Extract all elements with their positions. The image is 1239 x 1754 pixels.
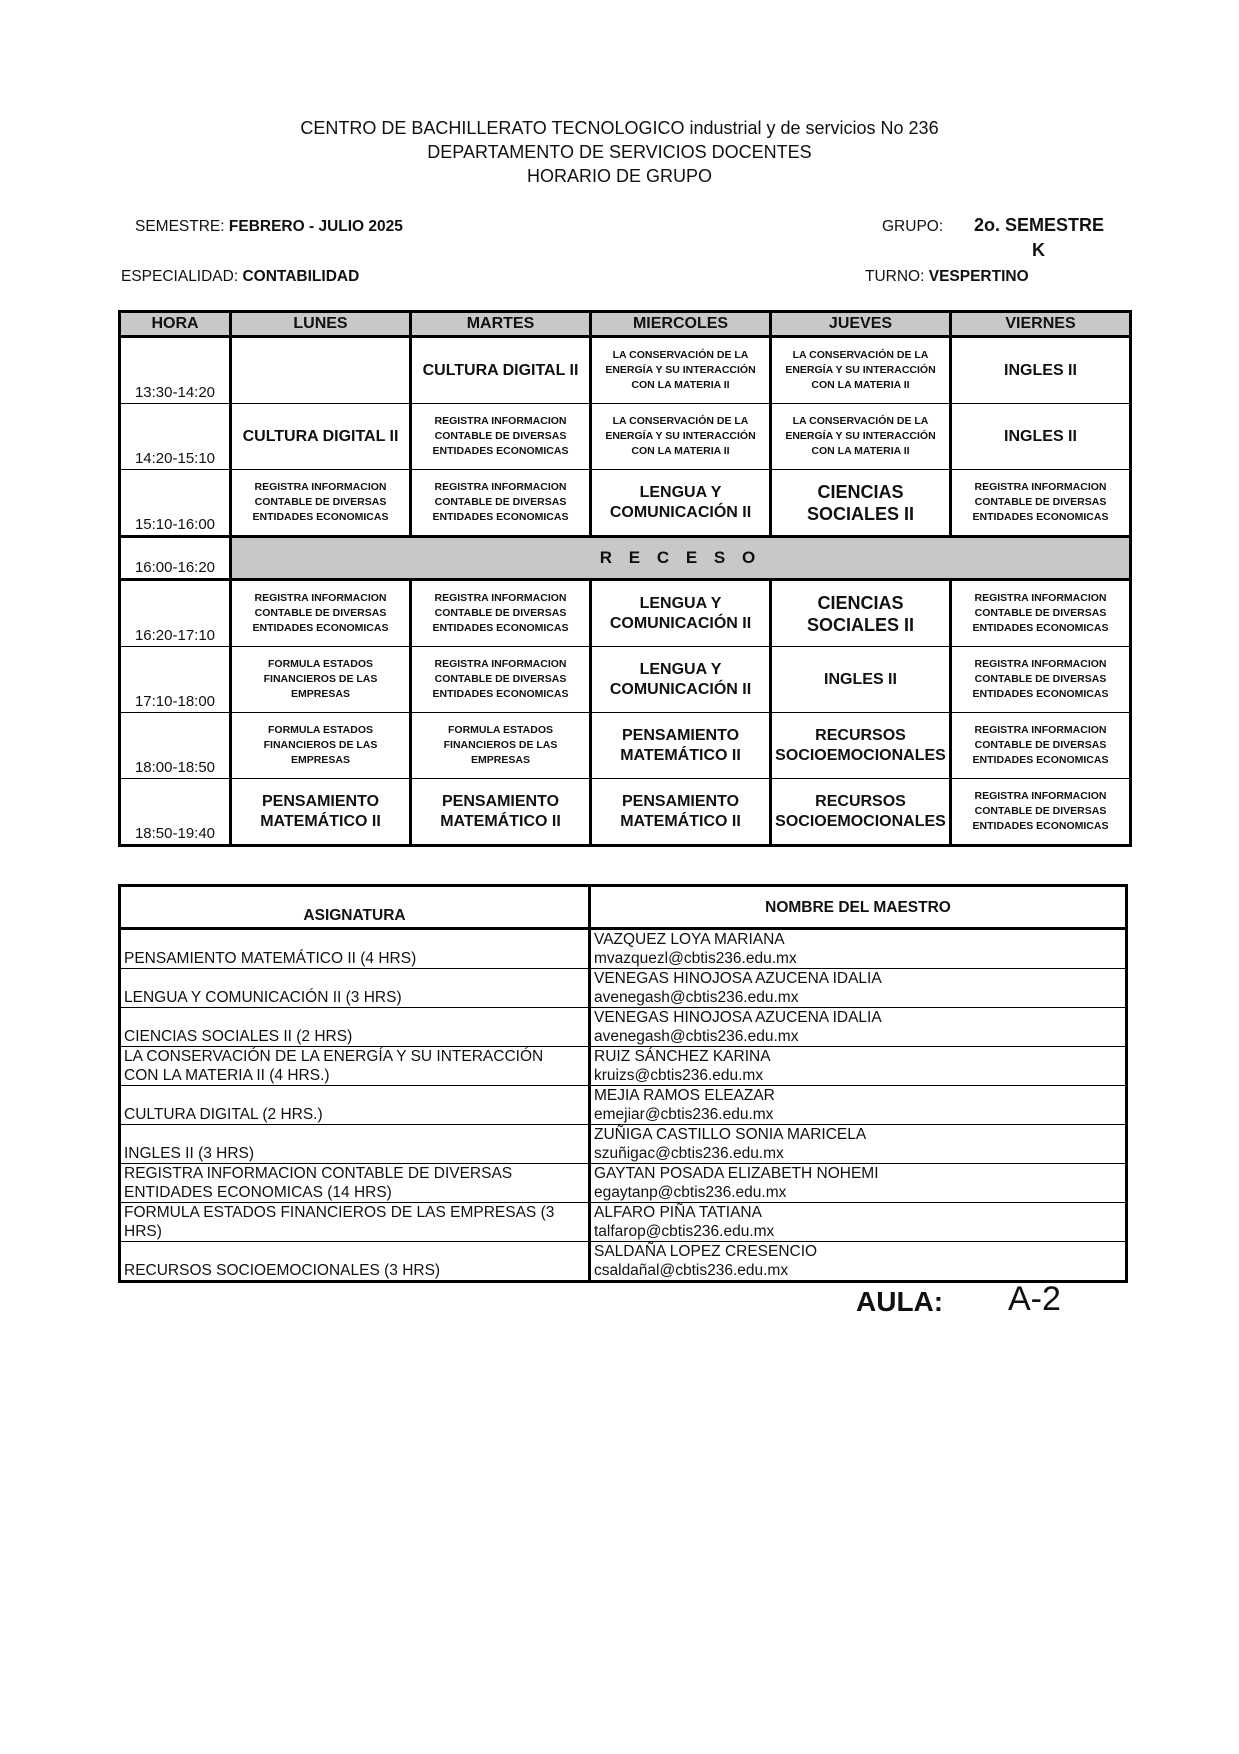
subject-line: LENGUA Y COMUNICACIÓN II (3 HRS) xyxy=(124,989,402,1006)
grupo-value: 2o. SEMESTRE xyxy=(974,215,1105,235)
header-viernes: VIERNES xyxy=(951,312,1131,337)
teacher-name: VAZQUEZ LOYA MARIANA xyxy=(594,931,785,948)
subject-cell xyxy=(120,1086,590,1125)
class-cell: INGLES II xyxy=(951,404,1131,470)
class-cell: FORMULA ESTADOS FINANCIEROS DE LAS EMPRESAS xyxy=(411,713,591,779)
document-title: HORARIO DE GRUPO xyxy=(526,166,713,186)
class-cell: CULTURA DIGITAL II xyxy=(411,337,591,404)
class-cell: INGLES II xyxy=(951,337,1131,404)
time-slot: 16:20-17:10 xyxy=(120,580,231,647)
teacher-cell xyxy=(590,1164,1127,1203)
schedule-row xyxy=(120,647,1131,713)
class-cell: REGISTRA INFORMACION CONTABLE DE DIVERSAS ENTIDADES ECONOMICAS xyxy=(411,647,591,713)
teacher-email: csaldañal@cbtis236.edu.mx xyxy=(594,1262,789,1279)
class-cell: REGISTRA INFORMACION CONTABLE DE DIVERSAS ENTIDADES ECONOMICAS xyxy=(231,580,411,647)
teacher-email: kruizs@cbtis236.edu.mx xyxy=(594,1067,764,1084)
subject-line: PENSAMIENTO MATEMÁTICO II (4 HRS) xyxy=(124,950,417,967)
subject-cell xyxy=(120,1242,590,1282)
teacher-name: VENEGAS HINOJOSA AZUCENA IDALIA xyxy=(594,970,882,987)
teacher-cell xyxy=(590,1242,1127,1282)
header-asignatura: ASIGNATURA xyxy=(120,886,590,929)
schedule-header-row xyxy=(120,312,1131,337)
teacher-name: ZUÑIGA CASTILLO SONIA MARICELA xyxy=(594,1126,867,1143)
class-cell: CULTURA DIGITAL II xyxy=(231,404,411,470)
class-cell: FORMULA ESTADOS FINANCIEROS DE LAS EMPRESAS xyxy=(231,647,411,713)
turno-label: TURNO: xyxy=(865,268,925,285)
subject-cell xyxy=(120,1008,590,1047)
subject-line: INGLES II (3 HRS) xyxy=(124,1145,255,1162)
teacher-row xyxy=(120,1203,1127,1242)
teacher-email: avenegash@cbtis236.edu.mx xyxy=(594,1028,799,1045)
class-cell: RECURSOS SOCIOEMOCIONALES xyxy=(771,779,951,846)
schedule-row xyxy=(120,713,1131,779)
teacher-row xyxy=(120,1086,1127,1125)
subject-cell xyxy=(120,969,590,1008)
class-cell: REGISTRA INFORMACION CONTABLE DE DIVERSAS ENTIDADES ECONOMICAS xyxy=(951,647,1131,713)
teacher-name: VENEGAS HINOJOSA AZUCENA IDALIA xyxy=(594,1009,882,1026)
recess-row xyxy=(120,537,1131,580)
teacher-row xyxy=(120,1047,1127,1086)
time-slot: 15:10-16:00 xyxy=(120,470,231,537)
turno-value: VESPERTINO xyxy=(928,268,1029,285)
teacher-email: emejiar@cbtis236.edu.mx xyxy=(594,1106,774,1123)
header-miercoles: MIERCOLES xyxy=(591,312,771,337)
teacher-name: MEJIA RAMOS ELEAZAR xyxy=(594,1087,775,1104)
schedule-row xyxy=(120,404,1131,470)
subject-line: ENTIDADES ECONOMICAS (14 HRS) xyxy=(124,1184,392,1201)
time-slot: 18:00-18:50 xyxy=(120,713,231,779)
class-cell: LA CONSERVACIÓN DE LA ENERGÍA Y SU INTERACCIÓN CON LA MATERIA II xyxy=(771,404,951,470)
schedule-row xyxy=(120,580,1131,647)
class-cell: LENGUA Y COMUNICACIÓN II xyxy=(591,647,771,713)
grupo-letter: K xyxy=(1032,240,1045,260)
subject-line: HRS) xyxy=(124,1223,162,1240)
class-cell: CIENCIAS SOCIALES II xyxy=(771,470,951,537)
teacher-cell xyxy=(590,929,1127,969)
class-cell: INGLES II xyxy=(771,647,951,713)
class-cell: LA CONSERVACIÓN DE LA ENERGÍA Y SU INTERACCIÓN CON LA MATERIA II xyxy=(591,337,771,404)
subject-line: REGISTRA INFORMACION CONTABLE DE DIVERSAS xyxy=(124,1165,513,1182)
time-slot: 17:10-18:00 xyxy=(120,647,231,713)
department-name: DEPARTAMENTO DE SERVICIOS DOCENTES xyxy=(427,142,812,162)
recess-time: 16:00-16:20 xyxy=(120,537,231,580)
class-cell: LA CONSERVACIÓN DE LA ENERGÍA Y SU INTERACCIÓN CON LA MATERIA II xyxy=(771,337,951,404)
schedule-row xyxy=(120,779,1131,846)
grupo-label: GRUPO: xyxy=(882,218,944,235)
header-hora: HORA xyxy=(120,312,231,337)
subject-cell xyxy=(120,1047,590,1086)
teacher-email: mvazquezl@cbtis236.edu.mx xyxy=(594,950,797,967)
school-name: CENTRO DE BACHILLERATO TECNOLOGICO industrial y de servicios No 236 xyxy=(300,118,939,138)
teacher-row xyxy=(120,1164,1127,1203)
teacher-cell xyxy=(590,1125,1127,1164)
class-cell: REGISTRA INFORMACION CONTABLE DE DIVERSAS ENTIDADES ECONOMICAS xyxy=(231,470,411,537)
semestre-label: SEMESTRE: xyxy=(135,218,225,235)
class-cell: REGISTRA INFORMACION CONTABLE DE DIVERSAS ENTIDADES ECONOMICAS xyxy=(951,713,1131,779)
teacher-row xyxy=(120,1242,1127,1282)
class-cell: FORMULA ESTADOS FINANCIEROS DE LAS EMPRESAS xyxy=(231,713,411,779)
schedule-row xyxy=(120,337,1131,404)
class-cell: REGISTRA INFORMACION CONTABLE DE DIVERSAS ENTIDADES ECONOMICAS xyxy=(951,779,1131,846)
subject-line: RECURSOS SOCIOEMOCIONALES (3 HRS) xyxy=(124,1262,441,1279)
teacher-row xyxy=(120,1125,1127,1164)
teacher-email: szuñigac@cbtis236.edu.mx xyxy=(594,1145,784,1162)
time-slot: 13:30-14:20 xyxy=(120,337,231,404)
class-cell: REGISTRA INFORMACION CONTABLE DE DIVERSAS ENTIDADES ECONOMICAS xyxy=(951,580,1131,647)
teacher-row xyxy=(120,969,1127,1008)
subject-line: CIENCIAS SOCIALES II (2 HRS) xyxy=(124,1028,353,1045)
time-slot: 18:50-19:40 xyxy=(120,779,231,846)
class-cell xyxy=(231,337,411,404)
subject-cell xyxy=(120,929,590,969)
teacher-cell xyxy=(590,1008,1127,1047)
teachers-table xyxy=(118,884,1128,1283)
especialidad-label: ESPECIALIDAD: xyxy=(121,268,239,285)
subject-cell xyxy=(120,1203,590,1242)
subject-line: LA CONSERVACIÓN DE LA ENERGÍA Y SU INTERACCIÓN xyxy=(124,1048,544,1065)
header-lunes: LUNES xyxy=(231,312,411,337)
especialidad-field xyxy=(121,268,359,286)
semestre-value: FEBRERO - JULIO 2025 xyxy=(228,218,403,235)
header-martes: MARTES xyxy=(411,312,591,337)
class-cell: PENSAMIENTO MATEMÁTICO II xyxy=(591,779,771,846)
schedule-table xyxy=(118,310,1132,847)
class-cell: PENSAMIENTO MATEMÁTICO II xyxy=(591,713,771,779)
subject-cell xyxy=(120,1164,590,1203)
teacher-cell xyxy=(590,969,1127,1008)
aula-value: A-2 xyxy=(1008,1280,1061,1318)
header-nombre-maestro: NOMBRE DEL MAESTRO xyxy=(590,886,1127,929)
class-cell: LA CONSERVACIÓN DE LA ENERGÍA Y SU INTERACCIÓN CON LA MATERIA II xyxy=(591,404,771,470)
teacher-name: SALDAÑA LOPEZ CRESENCIO xyxy=(594,1243,818,1260)
teacher-cell xyxy=(590,1086,1127,1125)
teacher-cell xyxy=(590,1203,1127,1242)
class-cell: RECURSOS SOCIOEMOCIONALES xyxy=(771,713,951,779)
teacher-name: GAYTAN POSADA ELIZABETH NOHEMI xyxy=(594,1165,879,1182)
subject-cell xyxy=(120,1125,590,1164)
class-cell: LENGUA Y COMUNICACIÓN II xyxy=(591,470,771,537)
class-cell: PENSAMIENTO MATEMÁTICO II xyxy=(411,779,591,846)
teacher-row xyxy=(120,929,1127,969)
class-cell: REGISTRA INFORMACION CONTABLE DE DIVERSAS ENTIDADES ECONOMICAS xyxy=(411,470,591,537)
class-cell: PENSAMIENTO MATEMÁTICO II xyxy=(231,779,411,846)
teacher-row xyxy=(120,1008,1127,1047)
subject-line: FORMULA ESTADOS FINANCIEROS DE LAS EMPRESAS (3 xyxy=(124,1204,555,1221)
schedule-row xyxy=(120,470,1131,537)
class-cell: CIENCIAS SOCIALES II xyxy=(771,580,951,647)
class-cell: LENGUA Y COMUNICACIÓN II xyxy=(591,580,771,647)
aula-label: AULA: xyxy=(856,1286,944,1317)
teacher-name: ALFARO PIÑA TATIANA xyxy=(594,1204,762,1221)
especialidad-value: CONTABILIDAD xyxy=(242,268,360,285)
header-jueves: JUEVES xyxy=(771,312,951,337)
teacher-cell xyxy=(590,1047,1127,1086)
subject-line: CULTURA DIGITAL (2 HRS.) xyxy=(124,1106,323,1123)
teacher-email: avenegash@cbtis236.edu.mx xyxy=(594,989,799,1006)
semestre-field xyxy=(135,218,403,236)
teacher-name: RUIZ SÁNCHEZ KARINA xyxy=(594,1048,771,1065)
time-slot: 14:20-15:10 xyxy=(120,404,231,470)
teacher-email: egaytanp@cbtis236.edu.mx xyxy=(594,1184,787,1201)
recess-label: R E C E S O xyxy=(231,537,1131,580)
class-cell: REGISTRA INFORMACION CONTABLE DE DIVERSAS ENTIDADES ECONOMICAS xyxy=(411,580,591,647)
subject-line: CON LA MATERIA II (4 HRS.) xyxy=(124,1067,330,1084)
class-cell: REGISTRA INFORMACION CONTABLE DE DIVERSAS ENTIDADES ECONOMICAS xyxy=(411,404,591,470)
class-cell: REGISTRA INFORMACION CONTABLE DE DIVERSAS ENTIDADES ECONOMICAS xyxy=(951,470,1131,537)
teachers-header-row xyxy=(120,886,1127,929)
turno-field xyxy=(865,268,1029,286)
teacher-email: talfarop@cbtis236.edu.mx xyxy=(594,1223,775,1240)
